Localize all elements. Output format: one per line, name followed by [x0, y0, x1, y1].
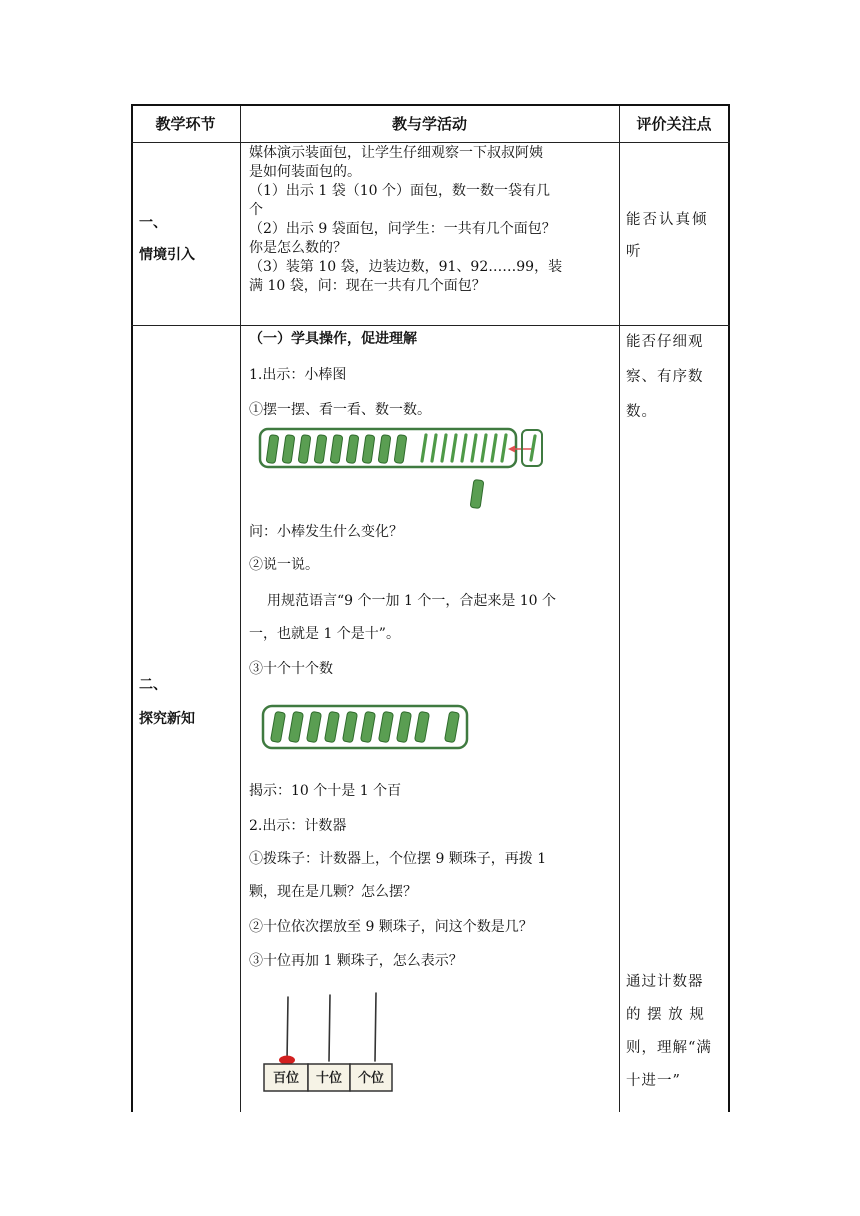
bead-step1a: ①拨珠子：计数器上，个位摆 9 颗珠子，再拨 1	[249, 851, 547, 867]
abacus-ones-label: 个位	[357, 1071, 385, 1086]
section2-title: 探究新知	[139, 711, 195, 727]
item2: 2.出示：计数器	[249, 818, 347, 834]
section2-number: 二、	[139, 677, 167, 693]
header-col-activity: 教与学活动	[391, 114, 467, 133]
eval-line: 则，理解“满	[626, 1040, 712, 1056]
reveal: 揭示：10 个十是 1 个百	[249, 783, 402, 799]
col-divider-2	[619, 104, 620, 1112]
sticks-figure-2	[259, 702, 479, 762]
section1-evaluation	[626, 204, 724, 268]
eval-line: 的 摆 放 规	[626, 1007, 705, 1023]
norm-line-2: 一，也就是 1 个是十”。	[249, 626, 400, 642]
bead-step1b: 颗，现在是几颗？怎么摆？	[249, 884, 417, 900]
eval-line: 能否仔细观	[626, 334, 704, 350]
header-col-stage: 教学环节	[155, 114, 216, 133]
eval-line: 察、有序数	[626, 369, 704, 385]
section1-line: 满 10 袋，问：现在一共有几个面包？	[249, 278, 486, 294]
section1-number: 一、	[139, 215, 167, 231]
bundle-icon	[470, 479, 484, 508]
eval-line: 十进一”	[626, 1073, 681, 1089]
abacus-figure	[259, 992, 439, 1102]
abacus-hundreds-label: 百位	[272, 1071, 300, 1086]
abacus-tens-label: 十位	[315, 1071, 343, 1086]
section1-label	[139, 210, 195, 268]
eval-line: 数。	[626, 404, 657, 420]
single-sticks	[422, 435, 506, 461]
section1-line: （2）出示 9 袋面包，问学生：一共有几个面包？	[249, 221, 556, 237]
section1-line: 个	[249, 202, 263, 218]
col-divider-1	[240, 104, 241, 1112]
step2: ②说一说。	[249, 557, 319, 573]
bundled-sticks	[266, 435, 407, 464]
section1-line: 是如何装面包的。	[249, 164, 361, 180]
table-right-border	[728, 104, 730, 1112]
eval-line: 通过计数器	[626, 974, 704, 990]
section1-title: 情境引入	[139, 247, 195, 263]
eval-line: 能否认真倾	[626, 212, 709, 228]
step1: ①摆一摆、看一看、数一数。	[249, 402, 431, 418]
red-bead	[279, 1056, 295, 1065]
lesson-table	[131, 104, 730, 1112]
section1-line: （3）装第 10 袋，边装边数，91、92……99，装	[249, 259, 563, 275]
section2-label	[139, 672, 195, 732]
bead-step3: ③十位再加 1 颗珠子，怎么表示？	[249, 953, 463, 969]
norm-line-1: 用规范语言“9 个一加 1 个一，合起来是 10 个	[267, 593, 557, 609]
table-left-border	[131, 104, 133, 1112]
question1: 问：小棒发生什么变化？	[249, 524, 403, 540]
section2-subheading: （一）学具操作，促进理解	[249, 331, 417, 347]
section2-activity	[249, 104, 616, 1112]
section1-line: 媒体演示装面包，让学生仔细观察一下叔叔阿姨	[249, 145, 543, 161]
step3: ③十个十个数	[249, 661, 333, 677]
item1: 1.出示：小棒图	[249, 367, 347, 383]
sticks-figure-1	[256, 427, 548, 517]
section2-evaluation-a	[626, 325, 724, 430]
header-col-evaluation: 评价关注点	[636, 114, 712, 133]
bead-step2: ②十位依次摆放至 9 颗珠子，问这个数是几？	[249, 919, 533, 935]
section1-line: （1）出示 1 袋（10 个）面包，数一数一袋有几	[249, 183, 550, 199]
eval-line: 听	[626, 244, 643, 260]
section2-evaluation-b	[626, 966, 724, 1098]
section1-line: 你是怎么数的？	[249, 240, 347, 256]
